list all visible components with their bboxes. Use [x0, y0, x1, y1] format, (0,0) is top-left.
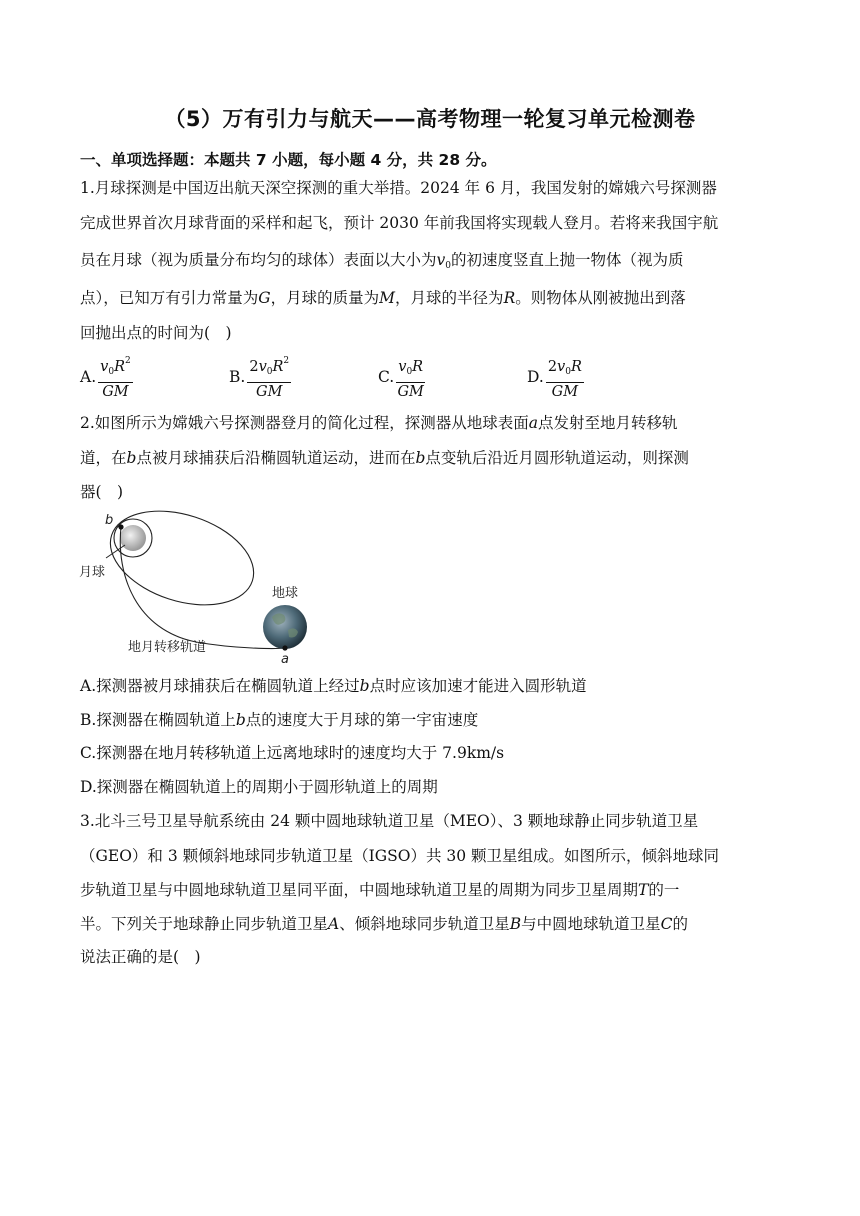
- q1-line-2: 完成世界首次月球背面的采样和起飞，预计 2030 年前我国将实现载人登月。若将来我国宇航: [80, 214, 719, 232]
- q1-option-b-fraction: $\frac{2v_0R^2}{GM}$: [247, 353, 291, 401]
- q1-line-4: 点），已知万有引力常量为G，月球的质量为M，月球的半径为R。则物体从刚被抛出到落: [80, 289, 686, 307]
- q1-line-3: [80, 250, 684, 276]
- q1-option-d-fraction: $\frac{2v_0R}{GM}$: [546, 353, 584, 401]
- moon-leader-line: [106, 545, 125, 558]
- moon-icon: [120, 525, 146, 551]
- q2-option-b[interactable]: B.探测器在椭圆轨道上b点的速度大于月球的第一宇宙速度: [80, 711, 479, 729]
- q2-option-a[interactable]: A.探测器被月球捕获后在椭圆轨道上经过b点时应该加速才能进入圆形轨道: [80, 677, 587, 695]
- q2-line-3: 器( ): [80, 483, 124, 501]
- label-moon: 月球: [79, 565, 106, 580]
- label-earth: 地球: [272, 586, 299, 601]
- q1-line-3-a: 员在月球（视为质量分布均匀的球体）表面以大小为: [80, 251, 437, 269]
- q1-line-3-b: 的初速度竖直上抛一物体（视为质: [451, 251, 684, 269]
- q3-line-4: 半。下列关于地球静止同步轨道卫星A、倾斜地球同步轨道卫星B与中圆地球轨道卫星C的: [80, 915, 689, 933]
- q3-line-5: 说法正确的是( ): [80, 948, 201, 966]
- q3-line-3: 步轨道卫星与中圆地球轨道卫星同平面，中圆地球轨道卫星的周期为同步卫星周期T的一: [80, 881, 680, 899]
- q1-v0-symbol: $v_0$: [436, 251, 452, 271]
- q3-line-2: （GEO）和 3 颗倾斜地球同步轨道卫星（IGSO）共 30 颗卫星组成。如图所示，倾斜地球同: [80, 847, 720, 865]
- q1-option-c[interactable]: C. $\frac{v_0R}{GM}$: [378, 353, 425, 401]
- q2-option-d[interactable]: D.探测器在椭圆轨道上的周期小于圆形轨道上的周期: [80, 778, 438, 796]
- q2-option-c[interactable]: C.探测器在地月转移轨道上远离地球时的速度均大于 7.9km/s: [80, 744, 505, 762]
- label-b: b: [105, 513, 114, 528]
- q1-option-b[interactable]: B. $\frac{2v_0R^2}{GM}$: [229, 353, 291, 401]
- q1-R-symbol: R: [503, 289, 516, 307]
- earth-icon: [263, 605, 307, 649]
- point-b-dot: [118, 524, 123, 529]
- q1-option-c-fraction: $\frac{v_0R}{GM}$: [396, 353, 425, 401]
- q1-line-5: 回抛出点的时间为( ): [80, 324, 232, 342]
- point-a-dot: [282, 645, 287, 650]
- q1-G-symbol: G: [258, 289, 271, 307]
- q2-line-1: 2.如图所示为嫦娥六号探测器登月的简化过程，探测器从地球表面a点发射至地月转移轨: [80, 414, 678, 432]
- q1-M-symbol: M: [379, 289, 396, 307]
- section-heading: 一、单项选择题：本题共 7 小题，每小题 4 分，共 28 分。: [80, 151, 497, 169]
- q1-option-a-fraction: $\frac{v_0R^2}{GM}$: [98, 353, 133, 401]
- label-a: a: [281, 652, 289, 665]
- label-transfer-orbit: 地月转移轨道: [128, 640, 207, 655]
- moon-transfer-figure: [76, 505, 316, 665]
- q1-options: [80, 353, 780, 403]
- page-title: （5）万有引力与航天——高考物理一轮复习单元检测卷: [164, 107, 696, 131]
- q2-line-2: 道，在b点被月球捕获后沿椭圆轨道运动，进而在b点变轨后沿近月圆形轨道运动，则探测: [80, 449, 689, 467]
- q3-line-1: 3.北斗三号卫星导航系统由 24 颗中圆地球轨道卫星（MEO）、3 颗地球静止同步轨道卫星: [80, 812, 699, 830]
- q1-line-1: 1.月球探测是中国迈出航天深空探测的重大举措。2024 年 6 月，我国发射的嫦娥六号探测器: [80, 179, 717, 197]
- q1-option-d[interactable]: D. $\frac{2v_0R}{GM}$: [527, 353, 584, 401]
- transfer-orbit: [120, 527, 285, 648]
- elliptical-orbit: [98, 505, 265, 622]
- q1-option-a[interactable]: A. $\frac{v_0R^2}{GM}$: [80, 353, 133, 401]
